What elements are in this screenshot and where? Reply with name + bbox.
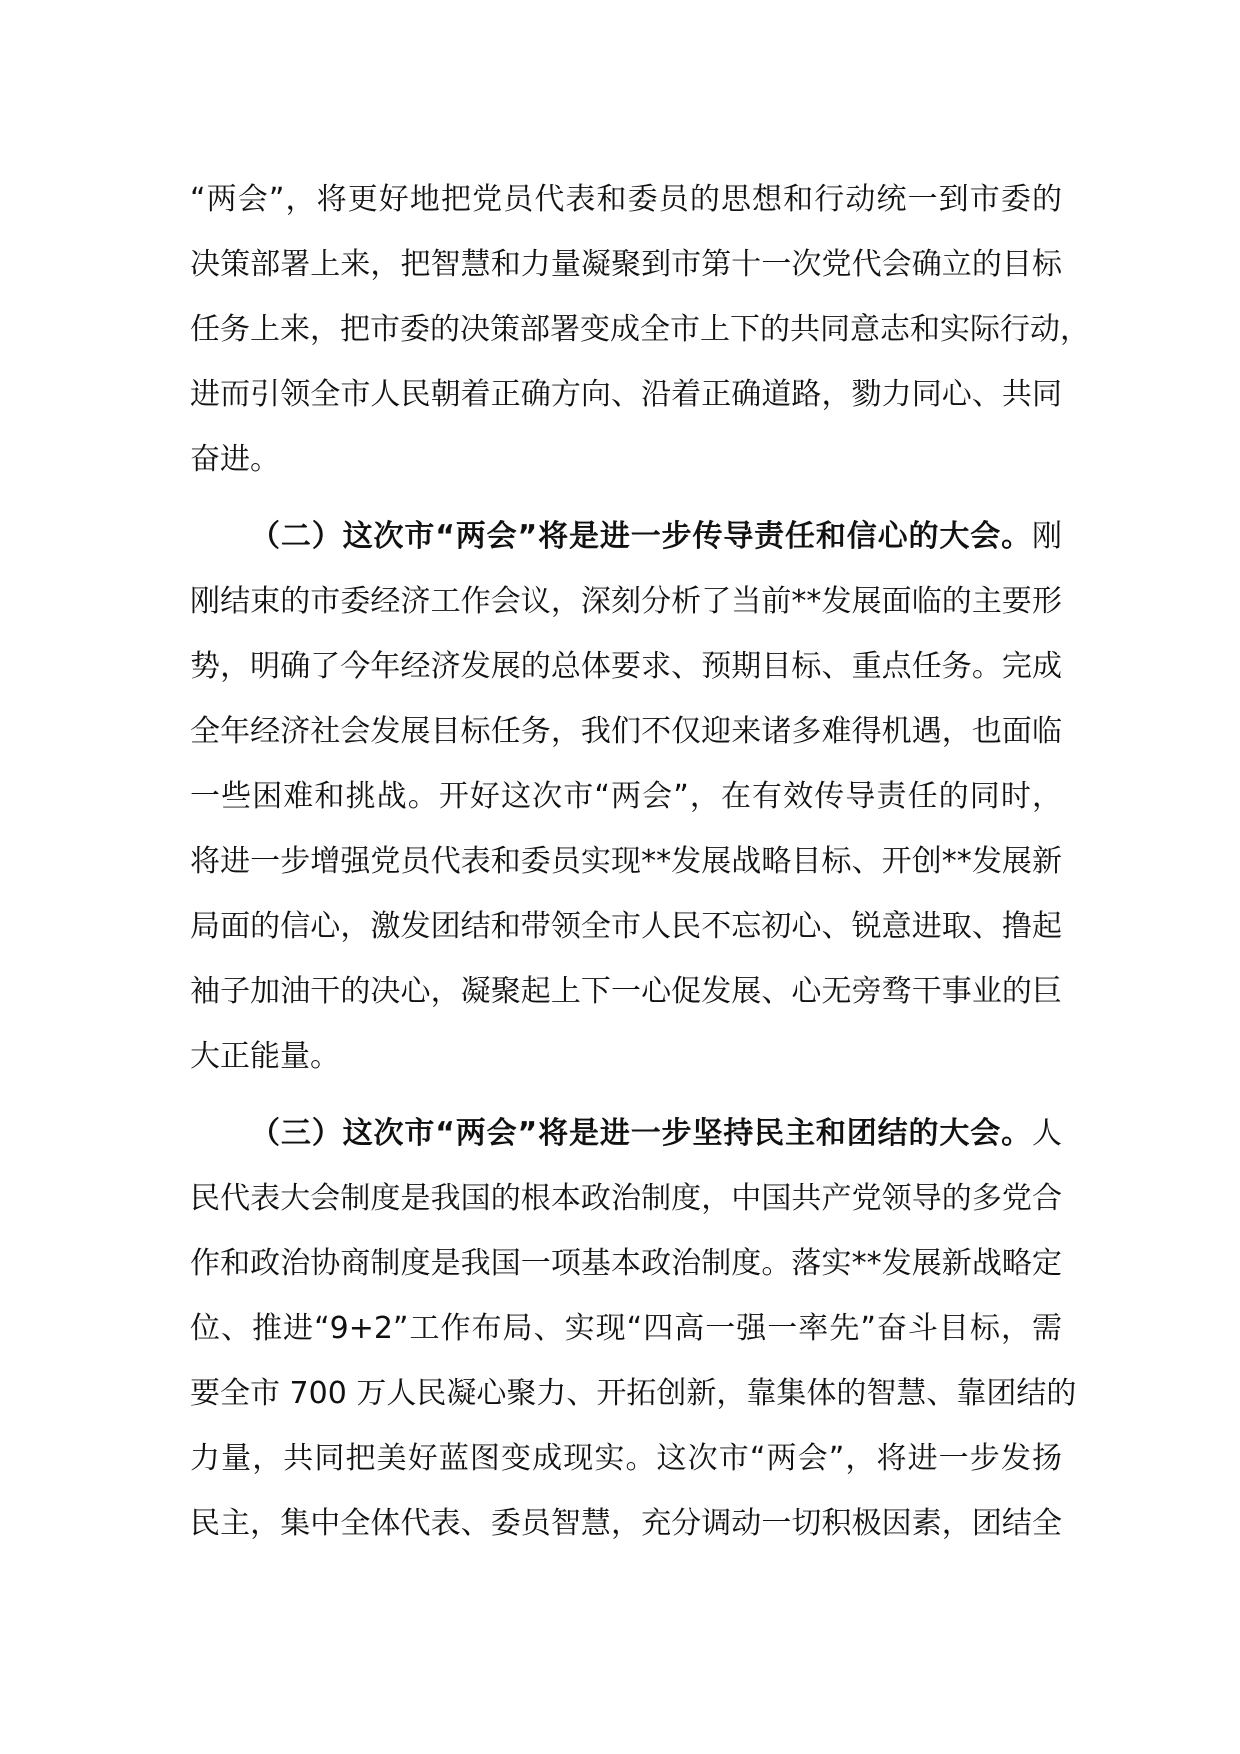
heading-trailing-text: 人 (1032, 1116, 1062, 1151)
text-line: 奋进。 (190, 442, 280, 477)
text-line: 位、推进“9+2”工作布局、实现“四高一强一率先”奋斗目标，需 (190, 1311, 1062, 1346)
paragraph-first-line (190, 504, 1062, 569)
text-line: 决策部署上来，把智慧和力量凝聚到市第十一次党代会确立的目标 (190, 247, 1062, 282)
paragraph-2 (190, 504, 1062, 1089)
heading-trailing-text: 刚 (1032, 519, 1062, 554)
text-line: 一些困难和挑战。开好这次市“两会”，在有效传导责任的同时， (190, 779, 1062, 814)
text-line: 大正能量。 (190, 1039, 340, 1074)
text-line: 袖子加油干的决心，凝聚起上下一心促发展、心无旁骛干事业的巨 (190, 974, 1062, 1009)
text-line: 作和政治协商制度是我国一项基本政治制度。落实**发展新战略定 (190, 1246, 1062, 1281)
text-line: 民主，集中全体代表、委员智慧，充分调动一切积极因素，团结全 (190, 1506, 1062, 1541)
section-heading: （二）这次市“两会”将是进一步传导责任和信心的大会。 (250, 519, 1032, 554)
section-heading: （三）这次市“两会”将是进一步坚持民主和团结的大会。 (250, 1116, 1032, 1151)
text-line: 民代表大会制度是我国的根本政治制度，中国共产党领导的多党合 (190, 1181, 1062, 1216)
text-line: 要全市 700 万人民凝心聚力、开拓创新，靠集体的智慧、靠团结的 (190, 1376, 1077, 1411)
text-line: “两会”，将更好地把党员代表和委员的思想和行动统一到市委的 (190, 182, 1062, 217)
text-line: 局面的信心，激发团结和带领全市人民不忘初心、锐意进取、撸起 (190, 909, 1062, 944)
text-line: 将进一步增强党员代表和委员实现**发展战略目标、开创**发展新 (190, 844, 1062, 879)
paragraph-3 (190, 1101, 1077, 1556)
paragraph-1 (190, 167, 1090, 492)
text-line: 进而引领全市人民朝着正确方向、沿着正确道路，勠力同心、共同 (190, 377, 1062, 412)
text-line: 任务上来，把市委的决策部署变成全市上下的共同意志和实际行动， (190, 312, 1090, 347)
text-line: 刚结束的市委经济工作会议，深刻分析了当前**发展面临的主要形 (190, 584, 1062, 619)
text-line: 力量，共同把美好蓝图变成现实。这次市“两会”，将进一步发扬 (190, 1441, 1062, 1476)
text-line: 势，明确了今年经济发展的总体要求、预期目标、重点任务。完成 (190, 649, 1062, 684)
paragraph-first-line (190, 1101, 1062, 1166)
text-line: 全年经济社会发展目标任务，我们不仅迎来诸多难得机遇，也面临 (190, 714, 1062, 749)
document-body (190, 167, 1090, 1556)
